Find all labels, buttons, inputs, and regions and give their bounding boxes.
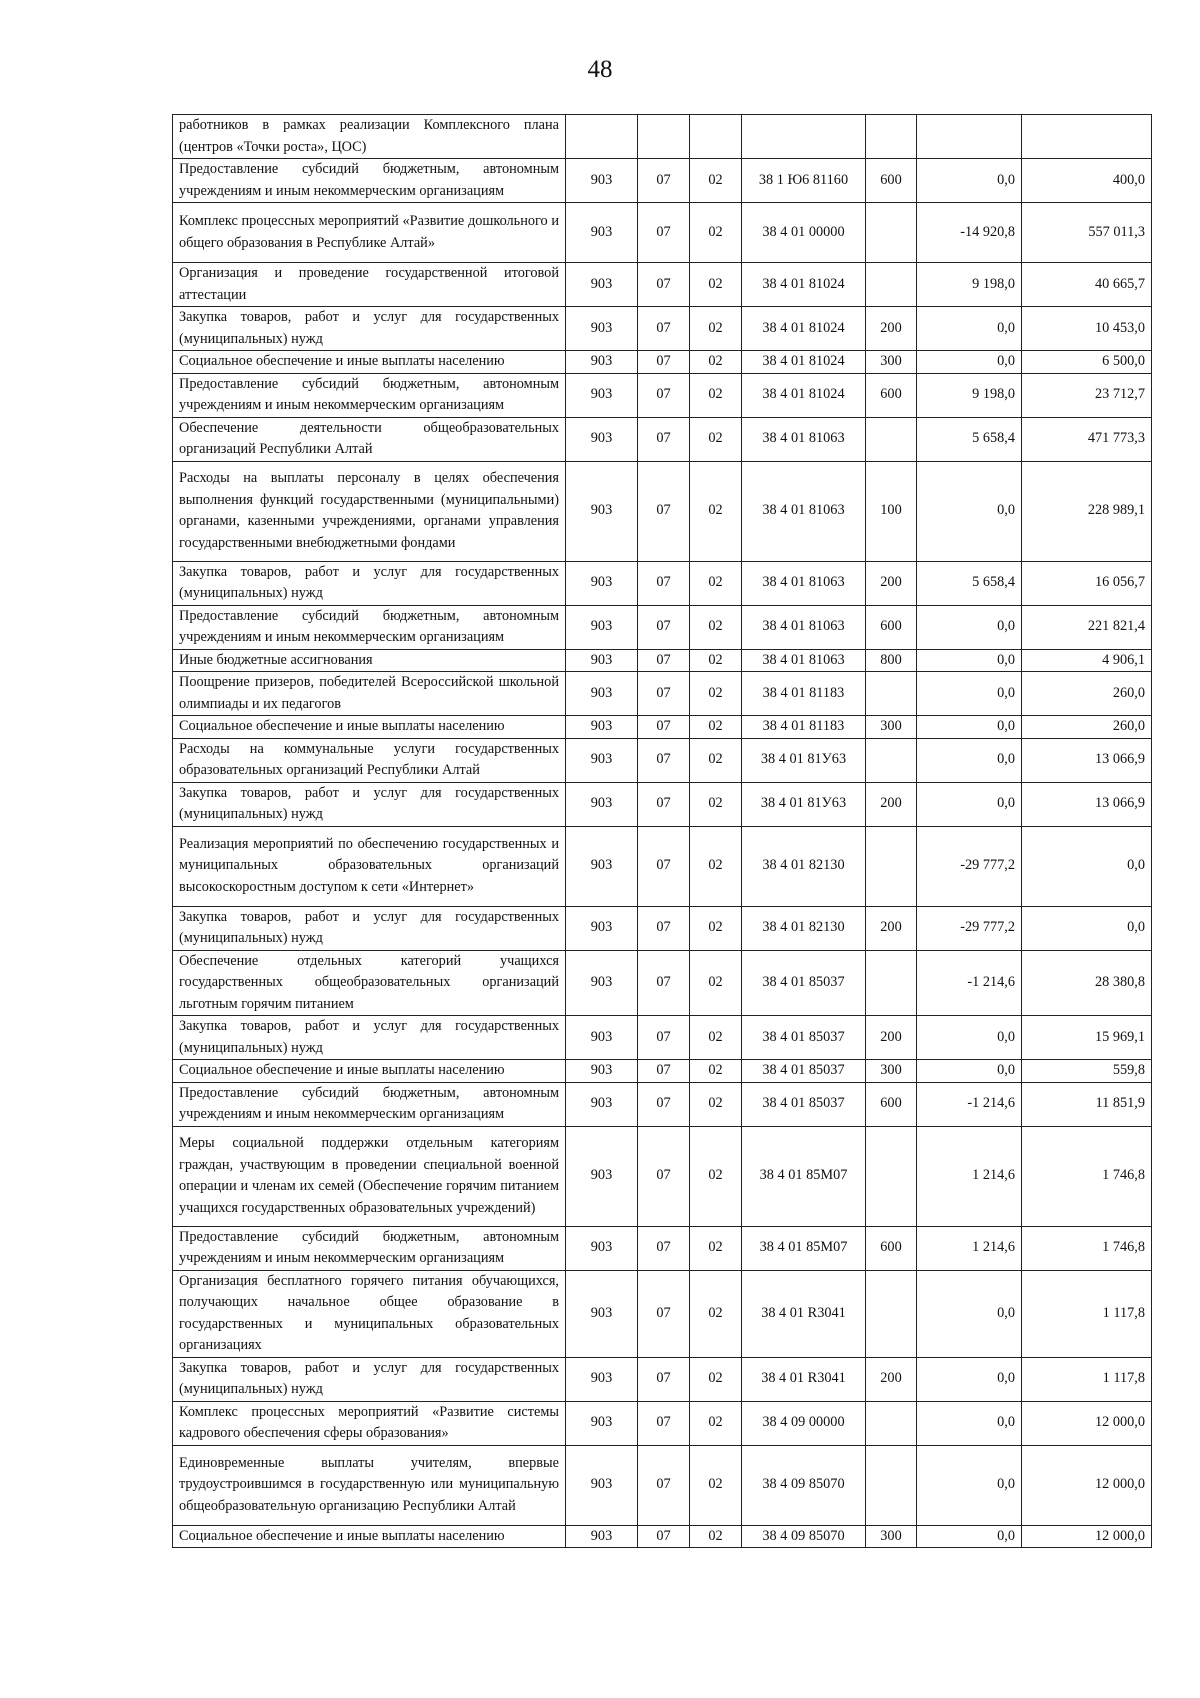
change-amount-cell: 0,0 xyxy=(917,1016,1022,1060)
section-code-cell: 07 xyxy=(638,1357,690,1401)
total-amount-cell: 10 453,0 xyxy=(1022,307,1152,351)
target-article-cell: 38 4 01 85037 xyxy=(742,1082,866,1126)
target-article-cell: 38 4 01 85М07 xyxy=(742,1226,866,1270)
row-name-cell: Поощрение призеров, победителей Всероссийской школьной олимпиады и их педагогов xyxy=(173,672,566,716)
expense-type-cell xyxy=(866,672,917,716)
expense-type-cell xyxy=(866,1445,917,1525)
table-row xyxy=(173,263,1152,307)
row-name-cell: Социальное обеспечение и иные выплаты населению xyxy=(173,716,566,739)
expense-type-cell: 200 xyxy=(866,1016,917,1060)
expense-type-cell: 300 xyxy=(866,1525,917,1548)
change-amount-cell: -1 214,6 xyxy=(917,1082,1022,1126)
change-amount-cell: 0,0 xyxy=(917,1445,1022,1525)
row-name-cell: Расходы на выплаты персоналу в целях обеспечения выполнения функций государственными (муниципальными) органами, казенными учреждениями, органами управления государственными внебюджетными фондами xyxy=(173,461,566,561)
change-amount-cell: 5 658,4 xyxy=(917,561,1022,605)
table-row xyxy=(173,1126,1152,1226)
expense-type-cell: 600 xyxy=(866,1226,917,1270)
subsection-code-cell: 02 xyxy=(690,1525,742,1548)
total-amount-cell: 16 056,7 xyxy=(1022,561,1152,605)
grbs-code-cell: 903 xyxy=(566,263,638,307)
total-amount-cell xyxy=(1022,115,1152,159)
target-article-cell: 38 4 01 85037 xyxy=(742,950,866,1016)
grbs-code-cell: 903 xyxy=(566,649,638,672)
grbs-code-cell: 903 xyxy=(566,906,638,950)
total-amount-cell: 228 989,1 xyxy=(1022,461,1152,561)
subsection-code-cell: 02 xyxy=(690,605,742,649)
section-code-cell: 07 xyxy=(638,950,690,1016)
expense-type-cell: 600 xyxy=(866,373,917,417)
expense-type-cell: 200 xyxy=(866,1357,917,1401)
target-article-cell: 38 4 09 00000 xyxy=(742,1401,866,1445)
total-amount-cell: 260,0 xyxy=(1022,716,1152,739)
subsection-code-cell: 02 xyxy=(690,1082,742,1126)
section-code-cell: 07 xyxy=(638,1060,690,1083)
change-amount-cell: 1 214,6 xyxy=(917,1226,1022,1270)
total-amount-cell: 471 773,3 xyxy=(1022,417,1152,461)
table-row xyxy=(173,950,1152,1016)
total-amount-cell: 13 066,9 xyxy=(1022,738,1152,782)
total-amount-cell: 1 117,8 xyxy=(1022,1270,1152,1357)
target-article-cell: 38 4 01 81063 xyxy=(742,649,866,672)
grbs-code-cell: 903 xyxy=(566,782,638,826)
target-article-cell: 38 4 01 R3041 xyxy=(742,1270,866,1357)
table-row xyxy=(173,1445,1152,1525)
change-amount-cell: -29 777,2 xyxy=(917,826,1022,906)
row-name-cell: Закупка товаров, работ и услуг для государственных (муниципальных) нужд xyxy=(173,561,566,605)
grbs-code-cell: 903 xyxy=(566,203,638,263)
expense-type-cell: 200 xyxy=(866,561,917,605)
table-row xyxy=(173,561,1152,605)
row-name-cell: Закупка товаров, работ и услуг для государственных (муниципальных) нужд xyxy=(173,782,566,826)
expense-type-cell xyxy=(866,263,917,307)
change-amount-cell: -1 214,6 xyxy=(917,950,1022,1016)
row-name-cell: Закупка товаров, работ и услуг для государственных (муниципальных) нужд xyxy=(173,906,566,950)
target-article-cell: 38 4 01 81183 xyxy=(742,672,866,716)
target-article-cell: 38 4 01 81063 xyxy=(742,417,866,461)
target-article-cell: 38 1 Ю6 81160 xyxy=(742,159,866,203)
expense-type-cell: 200 xyxy=(866,782,917,826)
row-name-cell: Закупка товаров, работ и услуг для государственных (муниципальных) нужд xyxy=(173,1357,566,1401)
section-code-cell: 07 xyxy=(638,417,690,461)
change-amount-cell: 9 198,0 xyxy=(917,263,1022,307)
total-amount-cell: 28 380,8 xyxy=(1022,950,1152,1016)
page-number: 48 xyxy=(587,56,613,83)
row-name-cell: Иные бюджетные ассигнования xyxy=(173,649,566,672)
table-row xyxy=(173,115,1152,159)
change-amount-cell: 0,0 xyxy=(917,351,1022,374)
change-amount-cell: 0,0 xyxy=(917,738,1022,782)
subsection-code-cell: 02 xyxy=(690,906,742,950)
subsection-code-cell: 02 xyxy=(690,950,742,1016)
subsection-code-cell: 02 xyxy=(690,1357,742,1401)
section-code-cell: 07 xyxy=(638,738,690,782)
subsection-code-cell: 02 xyxy=(690,672,742,716)
target-article-cell: 38 4 01 R3041 xyxy=(742,1357,866,1401)
row-name-cell: Обеспечение отдельных категорий учащихся государственных общеобразовательных организаций льготным горячим питанием xyxy=(173,950,566,1016)
table-row xyxy=(173,605,1152,649)
subsection-code-cell: 02 xyxy=(690,351,742,374)
expense-type-cell: 600 xyxy=(866,159,917,203)
expense-type-cell xyxy=(866,1401,917,1445)
expense-type-cell: 100 xyxy=(866,461,917,561)
section-code-cell: 07 xyxy=(638,351,690,374)
total-amount-cell: 559,8 xyxy=(1022,1060,1152,1083)
section-code-cell: 07 xyxy=(638,1401,690,1445)
table-row xyxy=(173,906,1152,950)
change-amount-cell: 0,0 xyxy=(917,1401,1022,1445)
expense-type-cell: 600 xyxy=(866,605,917,649)
target-article-cell: 38 4 01 81063 xyxy=(742,461,866,561)
expense-type-cell: 300 xyxy=(866,716,917,739)
table-row xyxy=(173,1357,1152,1401)
target-article-cell: 38 4 01 85М07 xyxy=(742,1126,866,1226)
total-amount-cell: 12 000,0 xyxy=(1022,1525,1152,1548)
row-name-cell: Комплекс процессных мероприятий «Развитие системы кадрового обеспечения сферы образования» xyxy=(173,1401,566,1445)
expense-type-cell xyxy=(866,203,917,263)
total-amount-cell: 400,0 xyxy=(1022,159,1152,203)
subsection-code-cell: 02 xyxy=(690,307,742,351)
table-row xyxy=(173,159,1152,203)
target-article-cell: 38 4 01 82130 xyxy=(742,826,866,906)
grbs-code-cell: 903 xyxy=(566,738,638,782)
subsection-code-cell: 02 xyxy=(690,1226,742,1270)
subsection-code-cell: 02 xyxy=(690,373,742,417)
total-amount-cell: 23 712,7 xyxy=(1022,373,1152,417)
table-row xyxy=(173,649,1152,672)
subsection-code-cell: 02 xyxy=(690,1270,742,1357)
grbs-code-cell xyxy=(566,115,638,159)
target-article-cell: 38 4 01 85037 xyxy=(742,1060,866,1083)
change-amount-cell: 0,0 xyxy=(917,1060,1022,1083)
table-row xyxy=(173,1525,1152,1548)
grbs-code-cell: 903 xyxy=(566,351,638,374)
change-amount-cell: 1 214,6 xyxy=(917,1126,1022,1226)
budget-table xyxy=(172,114,1152,1548)
change-amount-cell: 0,0 xyxy=(917,1270,1022,1357)
change-amount-cell: 0,0 xyxy=(917,307,1022,351)
change-amount-cell: 0,0 xyxy=(917,1525,1022,1548)
total-amount-cell: 12 000,0 xyxy=(1022,1445,1152,1525)
target-article-cell: 38 4 09 85070 xyxy=(742,1525,866,1548)
change-amount-cell: 0,0 xyxy=(917,672,1022,716)
change-amount-cell: 9 198,0 xyxy=(917,373,1022,417)
target-article-cell: 38 4 01 81024 xyxy=(742,373,866,417)
row-name-cell: Предоставление субсидий бюджетным, автономным учреждениям и иным некоммерческим организациям xyxy=(173,159,566,203)
table-row xyxy=(173,1016,1152,1060)
grbs-code-cell: 903 xyxy=(566,605,638,649)
expense-type-cell: 600 xyxy=(866,1082,917,1126)
expense-type-cell xyxy=(866,115,917,159)
row-name-cell: Социальное обеспечение и иные выплаты населению xyxy=(173,1060,566,1083)
expense-type-cell xyxy=(866,950,917,1016)
target-article-cell: 38 4 01 81024 xyxy=(742,351,866,374)
grbs-code-cell: 903 xyxy=(566,716,638,739)
grbs-code-cell: 903 xyxy=(566,461,638,561)
section-code-cell: 07 xyxy=(638,1082,690,1126)
subsection-code-cell xyxy=(690,115,742,159)
row-name-cell: Комплекс процессных мероприятий «Развитие дошкольного и общего образования в Республике Алтай» xyxy=(173,203,566,263)
total-amount-cell: 11 851,9 xyxy=(1022,1082,1152,1126)
subsection-code-cell: 02 xyxy=(690,1445,742,1525)
subsection-code-cell: 02 xyxy=(690,649,742,672)
grbs-code-cell: 903 xyxy=(566,561,638,605)
table-row xyxy=(173,373,1152,417)
section-code-cell: 07 xyxy=(638,373,690,417)
section-code-cell: 07 xyxy=(638,461,690,561)
section-code-cell: 07 xyxy=(638,826,690,906)
table-row xyxy=(173,826,1152,906)
section-code-cell: 07 xyxy=(638,906,690,950)
total-amount-cell: 1 117,8 xyxy=(1022,1357,1152,1401)
section-code-cell: 07 xyxy=(638,672,690,716)
target-article-cell: 38 4 01 82130 xyxy=(742,906,866,950)
table-row xyxy=(173,351,1152,374)
table-row xyxy=(173,716,1152,739)
change-amount-cell: 0,0 xyxy=(917,649,1022,672)
change-amount-cell: 0,0 xyxy=(917,159,1022,203)
total-amount-cell: 557 011,3 xyxy=(1022,203,1152,263)
target-article-cell: 38 4 01 81024 xyxy=(742,263,866,307)
table-row xyxy=(173,1060,1152,1083)
grbs-code-cell: 903 xyxy=(566,1016,638,1060)
subsection-code-cell: 02 xyxy=(690,461,742,561)
row-name-cell: Предоставление субсидий бюджетным, автономным учреждениям и иным некоммерческим организациям xyxy=(173,373,566,417)
change-amount-cell: 0,0 xyxy=(917,1357,1022,1401)
row-name-cell: работников в рамках реализации Комплексного плана (центров «Точки роста», ЦОС) xyxy=(173,115,566,159)
row-name-cell: Предоставление субсидий бюджетным, автономным учреждениям и иным некоммерческим организациям xyxy=(173,1082,566,1126)
total-amount-cell: 1 746,8 xyxy=(1022,1126,1152,1226)
total-amount-cell: 4 906,1 xyxy=(1022,649,1152,672)
expense-type-cell xyxy=(866,417,917,461)
change-amount-cell: 5 658,4 xyxy=(917,417,1022,461)
target-article-cell: 38 4 01 81063 xyxy=(742,605,866,649)
section-code-cell: 07 xyxy=(638,605,690,649)
table-row xyxy=(173,672,1152,716)
total-amount-cell: 1 746,8 xyxy=(1022,1226,1152,1270)
section-code-cell: 07 xyxy=(638,203,690,263)
row-name-cell: Единовременные выплаты учителям, впервые трудоустроившимся в государственную или муниципальную общеобразовательную организацию Республики Алтай xyxy=(173,1445,566,1525)
subsection-code-cell: 02 xyxy=(690,203,742,263)
change-amount-cell: -14 920,8 xyxy=(917,203,1022,263)
grbs-code-cell: 903 xyxy=(566,1270,638,1357)
subsection-code-cell: 02 xyxy=(690,561,742,605)
row-name-cell: Закупка товаров, работ и услуг для государственных (муниципальных) нужд xyxy=(173,307,566,351)
table-row xyxy=(173,738,1152,782)
change-amount-cell xyxy=(917,115,1022,159)
section-code-cell: 07 xyxy=(638,1525,690,1548)
target-article-cell: 38 4 09 85070 xyxy=(742,1445,866,1525)
table-row xyxy=(173,307,1152,351)
section-code-cell: 07 xyxy=(638,1226,690,1270)
expense-type-cell: 300 xyxy=(866,1060,917,1083)
target-article-cell: 38 4 01 81024 xyxy=(742,307,866,351)
target-article-cell: 38 4 01 81063 xyxy=(742,561,866,605)
table-row xyxy=(173,1082,1152,1126)
target-article-cell: 38 4 01 81183 xyxy=(742,716,866,739)
subsection-code-cell: 02 xyxy=(690,1126,742,1226)
section-code-cell: 07 xyxy=(638,1126,690,1226)
table-body xyxy=(173,115,1152,1548)
subsection-code-cell: 02 xyxy=(690,716,742,739)
table-row xyxy=(173,1401,1152,1445)
subsection-code-cell: 02 xyxy=(690,1060,742,1083)
target-article-cell: 38 4 01 81У63 xyxy=(742,782,866,826)
section-code-cell: 07 xyxy=(638,1270,690,1357)
section-code-cell xyxy=(638,115,690,159)
row-name-cell: Реализация мероприятий по обеспечению государственных и муниципальных образовательных организаций высокоскоростным доступом к сети «Интернет» xyxy=(173,826,566,906)
change-amount-cell: -29 777,2 xyxy=(917,906,1022,950)
subsection-code-cell: 02 xyxy=(690,1401,742,1445)
section-code-cell: 07 xyxy=(638,561,690,605)
section-code-cell: 07 xyxy=(638,649,690,672)
section-code-cell: 07 xyxy=(638,307,690,351)
table-row xyxy=(173,461,1152,561)
row-name-cell: Социальное обеспечение и иные выплаты населению xyxy=(173,351,566,374)
expense-type-cell xyxy=(866,1126,917,1226)
section-code-cell: 07 xyxy=(638,1016,690,1060)
section-code-cell: 07 xyxy=(638,716,690,739)
expense-type-cell xyxy=(866,738,917,782)
total-amount-cell: 0,0 xyxy=(1022,906,1152,950)
section-code-cell: 07 xyxy=(638,1445,690,1525)
row-name-cell: Меры социальной поддержки отдельным категориям граждан, участвующим в проведении специальной военной операции и членам их семей (Обеспечение горячим питанием учащихся государственных образовательных учреждений) xyxy=(173,1126,566,1226)
section-code-cell: 07 xyxy=(638,782,690,826)
table-row xyxy=(173,1226,1152,1270)
row-name-cell: Предоставление субсидий бюджетным, автономным учреждениям и иным некоммерческим организациям xyxy=(173,1226,566,1270)
total-amount-cell: 6 500,0 xyxy=(1022,351,1152,374)
change-amount-cell: 0,0 xyxy=(917,605,1022,649)
row-name-cell: Социальное обеспечение и иные выплаты населению xyxy=(173,1525,566,1548)
target-article-cell xyxy=(742,115,866,159)
row-name-cell: Обеспечение деятельности общеобразовательных организаций Республики Алтай xyxy=(173,417,566,461)
expense-type-cell: 300 xyxy=(866,351,917,374)
grbs-code-cell: 903 xyxy=(566,1401,638,1445)
grbs-code-cell: 903 xyxy=(566,826,638,906)
total-amount-cell: 260,0 xyxy=(1022,672,1152,716)
grbs-code-cell: 903 xyxy=(566,307,638,351)
subsection-code-cell: 02 xyxy=(690,738,742,782)
row-name-cell: Организация бесплатного горячего питания обучающихся, получающих начальное общее образование в государственных и муниципальных образовательных организациях xyxy=(173,1270,566,1357)
grbs-code-cell: 903 xyxy=(566,373,638,417)
grbs-code-cell: 903 xyxy=(566,159,638,203)
row-name-cell: Предоставление субсидий бюджетным, автономным учреждениям и иным некоммерческим организациям xyxy=(173,605,566,649)
table-row xyxy=(173,203,1152,263)
grbs-code-cell: 903 xyxy=(566,950,638,1016)
subsection-code-cell: 02 xyxy=(690,826,742,906)
total-amount-cell: 0,0 xyxy=(1022,826,1152,906)
section-code-cell: 07 xyxy=(638,159,690,203)
grbs-code-cell: 903 xyxy=(566,1060,638,1083)
expense-type-cell: 800 xyxy=(866,649,917,672)
table-row xyxy=(173,782,1152,826)
expense-type-cell: 200 xyxy=(866,307,917,351)
target-article-cell: 38 4 01 00000 xyxy=(742,203,866,263)
section-code-cell: 07 xyxy=(638,263,690,307)
subsection-code-cell: 02 xyxy=(690,417,742,461)
subsection-code-cell: 02 xyxy=(690,263,742,307)
grbs-code-cell: 903 xyxy=(566,1226,638,1270)
expense-type-cell xyxy=(866,826,917,906)
total-amount-cell: 12 000,0 xyxy=(1022,1401,1152,1445)
grbs-code-cell: 903 xyxy=(566,1357,638,1401)
total-amount-cell: 40 665,7 xyxy=(1022,263,1152,307)
change-amount-cell: 0,0 xyxy=(917,716,1022,739)
subsection-code-cell: 02 xyxy=(690,159,742,203)
subsection-code-cell: 02 xyxy=(690,782,742,826)
total-amount-cell: 15 969,1 xyxy=(1022,1016,1152,1060)
target-article-cell: 38 4 01 85037 xyxy=(742,1016,866,1060)
total-amount-cell: 221 821,4 xyxy=(1022,605,1152,649)
grbs-code-cell: 903 xyxy=(566,1525,638,1548)
grbs-code-cell: 903 xyxy=(566,417,638,461)
row-name-cell: Организация и проведение государственной итоговой аттестации xyxy=(173,263,566,307)
row-name-cell: Закупка товаров, работ и услуг для государственных (муниципальных) нужд xyxy=(173,1016,566,1060)
row-name-cell: Расходы на коммунальные услуги государственных образовательных организаций Республики Алтай xyxy=(173,738,566,782)
change-amount-cell: 0,0 xyxy=(917,782,1022,826)
total-amount-cell: 13 066,9 xyxy=(1022,782,1152,826)
expense-type-cell: 200 xyxy=(866,906,917,950)
grbs-code-cell: 903 xyxy=(566,672,638,716)
table-row xyxy=(173,1270,1152,1357)
grbs-code-cell: 903 xyxy=(566,1126,638,1226)
subsection-code-cell: 02 xyxy=(690,1016,742,1060)
table-row xyxy=(173,417,1152,461)
change-amount-cell: 0,0 xyxy=(917,461,1022,561)
expense-type-cell xyxy=(866,1270,917,1357)
grbs-code-cell: 903 xyxy=(566,1445,638,1525)
grbs-code-cell: 903 xyxy=(566,1082,638,1126)
target-article-cell: 38 4 01 81У63 xyxy=(742,738,866,782)
